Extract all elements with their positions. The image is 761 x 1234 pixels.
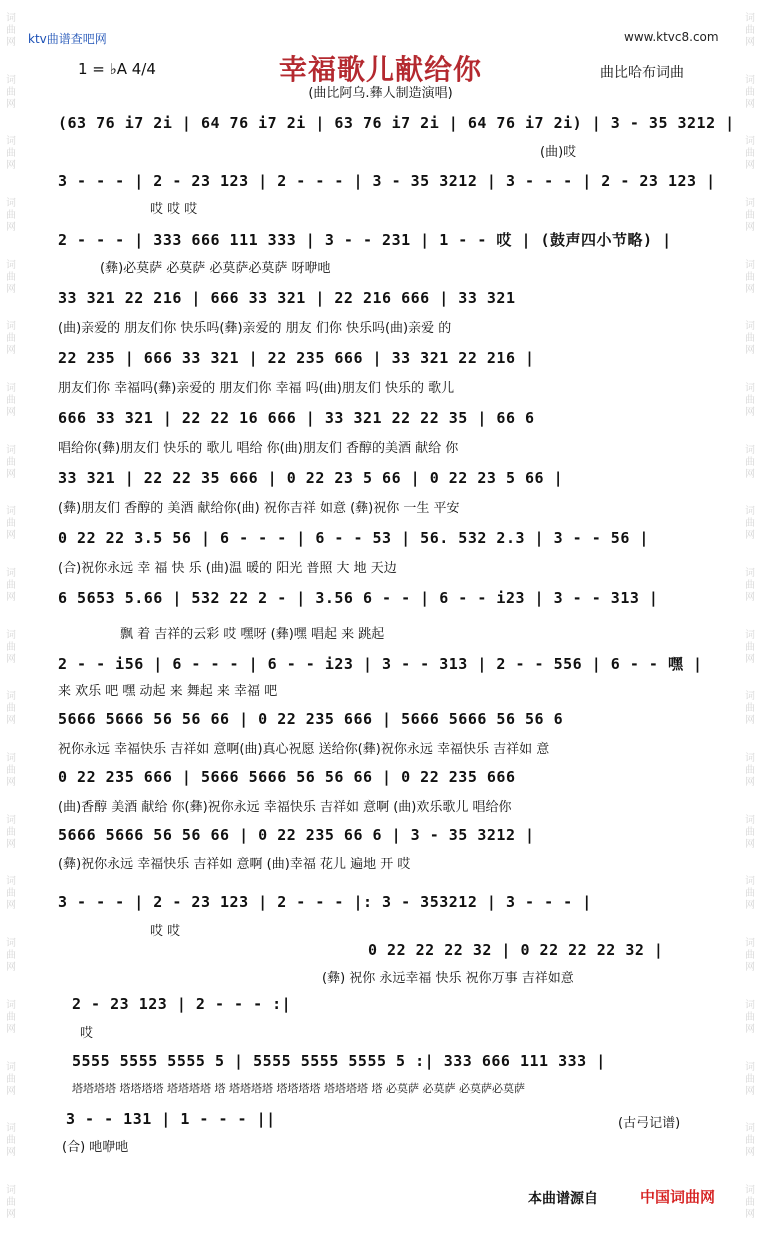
watermark-group xyxy=(6,1123,16,1159)
watermark-char: 曲 xyxy=(6,1011,16,1023)
watermark-char: 词 xyxy=(745,691,755,703)
watermark-char: 网 xyxy=(745,777,755,789)
watermark-char: 网 xyxy=(6,1147,16,1159)
watermark-char: 网 xyxy=(745,98,755,110)
notation-line: 3 - - - | 2 - 23 123 | 2 - - - |: 3 - 353212 | 3 - - - | xyxy=(58,893,592,911)
watermark-char: 网 xyxy=(6,406,16,418)
watermark-char: 曲 xyxy=(6,641,16,653)
watermark-group xyxy=(6,260,16,296)
lyric-line: (彝)必莫萨 必莫萨 必莫萨必莫萨 呀咿吔 xyxy=(100,261,331,276)
watermark-char: 曲 xyxy=(6,333,16,345)
notation-line: 33 321 22 216 | 666 33 321 | 22 216 666 | 33 321 xyxy=(58,289,516,307)
watermark-group xyxy=(745,691,755,727)
watermark-char: 词 xyxy=(6,382,16,394)
watermark-char: 曲 xyxy=(745,1073,755,1085)
watermark-char: 词 xyxy=(745,1061,755,1073)
watermark-group xyxy=(6,753,16,789)
song-title: 幸福歌儿献给你 xyxy=(278,53,482,86)
watermark-char: 曲 xyxy=(745,580,755,592)
watermark-char: 网 xyxy=(6,36,16,48)
watermark-char: 词 xyxy=(745,938,755,950)
watermark-group xyxy=(745,876,755,912)
lyric-line: (彝)朋友们 香醇的 美酒 献给你(曲) 祝你吉祥 如意 (彝)祝你 一生 平安 xyxy=(58,501,460,516)
watermark-char: 网 xyxy=(745,715,755,727)
watermark-char: 网 xyxy=(745,468,755,480)
lyric-line: 祝你永远 幸福快乐 吉祥如 意啊(曲)真心祝愿 送给你(彝)祝你永远 幸福快乐 吉祥如 意 xyxy=(58,742,550,757)
watermark-char: 曲 xyxy=(6,394,16,406)
watermark-group xyxy=(6,321,16,357)
lyric-line: 塔塔塔塔 塔塔塔塔 塔塔塔塔 塔 塔塔塔塔 塔塔塔塔 塔塔塔塔 塔 必莫萨 必莫萨 必莫萨必莫萨 xyxy=(72,1082,525,1095)
watermark-char: 网 xyxy=(6,160,16,172)
watermark-group xyxy=(745,383,755,419)
watermark-char: 网 xyxy=(6,715,16,727)
watermark-char: 网 xyxy=(6,345,16,357)
lyric-line: 哎 xyxy=(80,1026,94,1041)
watermark-char: 曲 xyxy=(6,826,16,838)
watermark-char: 曲 xyxy=(745,765,755,777)
watermark-char: 词 xyxy=(745,506,755,518)
watermark-char: 词 xyxy=(6,1184,16,1196)
watermark-char: 曲 xyxy=(6,456,16,468)
watermark-char: 网 xyxy=(6,900,16,912)
watermark-char: 曲 xyxy=(6,1196,16,1208)
watermark-char: 词 xyxy=(745,568,755,580)
watermark-char: 词 xyxy=(6,259,16,271)
watermark-group xyxy=(745,630,755,666)
watermark-char: 曲 xyxy=(745,148,755,160)
notation-line: 0 22 22 22 32 | 0 22 22 22 32 | xyxy=(368,941,664,959)
watermark-group xyxy=(745,753,755,789)
watermark-char: 网 xyxy=(6,838,16,850)
watermark-char: 网 xyxy=(745,160,755,172)
watermark-char: 网 xyxy=(6,98,16,110)
notation-line: 3 - - 131 | 1 - - - || xyxy=(66,1110,276,1128)
watermark-char: 曲 xyxy=(6,1135,16,1147)
watermark-char: 网 xyxy=(745,283,755,295)
watermark-group xyxy=(745,445,755,481)
watermark-group xyxy=(6,876,16,912)
notation-line: 6 5653 5.66 | 532 22 2 - | 3.56 6 - - | 6 - - i23 | 3 - - 313 | xyxy=(58,589,659,607)
watermark-char: 网 xyxy=(6,1085,16,1097)
watermark-char: 网 xyxy=(745,592,755,604)
watermark-group xyxy=(6,691,16,727)
watermark-char: 曲 xyxy=(6,1073,16,1085)
watermark-char: 曲 xyxy=(6,888,16,900)
watermark-char: 曲 xyxy=(745,703,755,715)
watermark-group xyxy=(6,1062,16,1098)
watermark-char: 网 xyxy=(6,653,16,665)
watermark-group xyxy=(6,13,16,49)
lyric-line: 来 欢乐 吧 嘿 动起 来 舞起 来 幸福 吧 xyxy=(58,684,278,699)
lyric-line: (曲)哎 xyxy=(540,145,577,160)
watermark-char: 词 xyxy=(745,999,755,1011)
watermark-char: 曲 xyxy=(6,271,16,283)
watermark-char: 网 xyxy=(745,838,755,850)
watermark-char: 词 xyxy=(6,506,16,518)
key-signature: 1 = ♭A 4/4 xyxy=(78,60,156,78)
watermark-char: 曲 xyxy=(745,24,755,36)
watermark-char: 词 xyxy=(6,691,16,703)
watermark-char: 词 xyxy=(745,876,755,888)
watermark-char: 词 xyxy=(745,197,755,209)
watermark-char: 词 xyxy=(745,629,755,641)
watermark-char: 词 xyxy=(6,938,16,950)
watermark-char: 曲 xyxy=(6,765,16,777)
watermark-group xyxy=(745,13,755,49)
watermark-char: 网 xyxy=(745,36,755,48)
notation-line: 0 22 235 666 | 5666 5666 56 56 66 | 0 22 235 666 xyxy=(58,768,516,786)
watermark-char: 词 xyxy=(745,12,755,24)
notation-line: 33 321 | 22 22 35 666 | 0 22 23 5 66 | 0 22 23 5 66 | xyxy=(58,469,564,487)
lyric-line: 唱给你(彝)朋友们 快乐的 歌儿 唱给 你(曲)朋友们 香醇的美酒 献给 你 xyxy=(58,441,459,456)
watermark-char: 网 xyxy=(6,592,16,604)
watermark-char: 词 xyxy=(745,74,755,86)
watermark-char: 网 xyxy=(6,221,16,233)
watermark-group xyxy=(745,506,755,542)
site-url-right: www.ktvc8.com xyxy=(624,30,719,44)
watermark-char: 曲 xyxy=(6,518,16,530)
watermark-group xyxy=(6,630,16,666)
watermark-char: 词 xyxy=(6,876,16,888)
watermark-right-column xyxy=(739,0,761,1234)
watermark-char: 词 xyxy=(6,12,16,24)
watermark-char: 词 xyxy=(6,321,16,333)
watermark-char: 词 xyxy=(6,568,16,580)
watermark-char: 网 xyxy=(6,777,16,789)
watermark-char: 网 xyxy=(6,1023,16,1035)
notation-line: 3 - - - | 2 - 23 123 | 2 - - - | 3 - 35 3212 | 3 - - - | 2 - 23 123 | xyxy=(58,172,716,190)
notation-line: 666 33 321 | 22 22 16 666 | 33 321 22 22 35 | 66 6 xyxy=(58,409,535,427)
watermark-char: 词 xyxy=(745,753,755,765)
watermark-char: 词 xyxy=(6,814,16,826)
watermark-char: 曲 xyxy=(745,1196,755,1208)
watermark-char: 词 xyxy=(6,1123,16,1135)
watermark-char: 曲 xyxy=(6,86,16,98)
watermark-char: 词 xyxy=(745,136,755,148)
watermark-group xyxy=(745,260,755,296)
watermark-char: 网 xyxy=(745,1023,755,1035)
lyric-line: 朋友们你 幸福吗(彝)亲爱的 朋友们你 幸福 吗(曲)朋友们 快乐的 歌儿 xyxy=(58,381,455,396)
notation-line: 2 - - i56 | 6 - - - | 6 - - i23 | 3 - - 313 | 2 - - 556 | 6 - - 嘿 | xyxy=(58,655,703,673)
notation-line: 5666 5666 56 56 66 | 0 22 235 666 | 5666 5666 56 56 6 xyxy=(58,710,564,728)
watermark-char: 词 xyxy=(6,136,16,148)
watermark-char: 曲 xyxy=(745,394,755,406)
watermark-group xyxy=(745,938,755,974)
watermark-group xyxy=(745,568,755,604)
watermark-char: 网 xyxy=(6,283,16,295)
watermark-char: 曲 xyxy=(6,703,16,715)
watermark-char: 网 xyxy=(745,345,755,357)
watermark-char: 词 xyxy=(745,444,755,456)
watermark-left-column xyxy=(0,0,22,1234)
lyric-line: (曲)香醇 美酒 献给 你(彝)祝你永远 幸福快乐 吉祥如 意啊 (曲)欢乐歌儿 唱给你 xyxy=(58,800,512,815)
watermark-char: 网 xyxy=(6,962,16,974)
watermark-group xyxy=(745,321,755,357)
watermark-char: 曲 xyxy=(745,641,755,653)
watermark-group xyxy=(6,506,16,542)
watermark-char: 词 xyxy=(6,197,16,209)
watermark-group xyxy=(6,1185,16,1221)
watermark-char: 网 xyxy=(745,221,755,233)
watermark-char: 曲 xyxy=(745,456,755,468)
watermark-char: 词 xyxy=(6,1061,16,1073)
lyric-line: (彝) 祝你 永远幸福 快乐 祝你万事 吉祥如意 xyxy=(322,971,574,986)
watermark-char: 网 xyxy=(745,962,755,974)
watermark-char: 词 xyxy=(745,321,755,333)
watermark-char: 曲 xyxy=(6,950,16,962)
watermark-char: 网 xyxy=(745,653,755,665)
watermark-group xyxy=(745,136,755,172)
notation-line: 2 - 23 123 | 2 - - - :| xyxy=(72,995,292,1013)
watermark-group xyxy=(6,198,16,234)
watermark-char: 曲 xyxy=(6,209,16,221)
lyric-line: (曲)亲爱的 朋友们你 快乐吗(彝)亲爱的 朋友 们你 快乐吗(曲)亲爱 的 xyxy=(58,321,452,336)
watermark-char: 网 xyxy=(745,1208,755,1220)
watermark-char: 网 xyxy=(745,1147,755,1159)
watermark-char: 网 xyxy=(6,468,16,480)
watermark-char: 曲 xyxy=(745,1135,755,1147)
watermark-char: 曲 xyxy=(745,888,755,900)
watermark-char: 词 xyxy=(6,753,16,765)
watermark-char: 曲 xyxy=(745,1011,755,1023)
lyric-line: (合)祝你永远 幸 福 快 乐 (曲)温 暖的 阳光 普照 大 地 天边 xyxy=(58,561,397,576)
watermark-char: 网 xyxy=(745,900,755,912)
watermark-group xyxy=(6,136,16,172)
notation-line: (63 76 i7 2i | 64 76 i7 2i | 63 76 i7 2i | 64 76 i7 2i) | 3 - 35 3212 | xyxy=(58,114,735,132)
watermark-char: 词 xyxy=(6,444,16,456)
watermark-group xyxy=(745,1062,755,1098)
watermark-char: 曲 xyxy=(745,826,755,838)
watermark-char: 网 xyxy=(745,406,755,418)
source-brand: 中国词曲网 xyxy=(640,1188,716,1206)
lyric-line: 飘 着 吉祥的云彩 哎 嘿呀 (彝)嘿 唱起 来 跳起 xyxy=(120,627,385,642)
watermark-char: 词 xyxy=(745,259,755,271)
watermark-group xyxy=(745,198,755,234)
watermark-char: 词 xyxy=(745,814,755,826)
watermark-char: 曲 xyxy=(745,333,755,345)
watermark-group xyxy=(6,383,16,419)
watermark-char: 词 xyxy=(745,1184,755,1196)
notation-line: 5666 5666 56 56 66 | 0 22 235 66 6 | 3 - 35 3212 | xyxy=(58,826,535,844)
watermark-char: 曲 xyxy=(6,24,16,36)
watermark-group xyxy=(6,1000,16,1036)
lyric-line: (彝)祝你永远 幸福快乐 吉祥如 意啊 (曲)幸福 花儿 遍地 开 哎 xyxy=(58,857,411,872)
watermark-char: 曲 xyxy=(745,86,755,98)
watermark-char: 网 xyxy=(6,530,16,542)
watermark-char: 曲 xyxy=(745,518,755,530)
watermark-group xyxy=(745,1000,755,1036)
notation-line: 5555 5555 5555 5 | 5555 5555 5555 5 :| 333 666 111 333 | xyxy=(72,1052,606,1070)
watermark-char: 曲 xyxy=(745,271,755,283)
watermark-char: 词 xyxy=(745,382,755,394)
watermark-char: 曲 xyxy=(6,580,16,592)
site-name-left: ktv曲谱查吧网 xyxy=(28,32,107,46)
watermark-char: 词 xyxy=(6,629,16,641)
notation-line: 0 22 22 3.5 56 | 6 - - - | 6 - - 53 | 56. 532 2.3 | 3 - - 56 | xyxy=(58,529,649,547)
watermark-char: 词 xyxy=(6,999,16,1011)
watermark-char: 曲 xyxy=(745,950,755,962)
watermark-char: 词 xyxy=(745,1123,755,1135)
watermark-char: 网 xyxy=(6,1208,16,1220)
watermark-group xyxy=(745,815,755,851)
watermark-char: 曲 xyxy=(745,209,755,221)
notation-line: 22 235 | 666 33 321 | 22 235 666 | 33 321 22 216 | xyxy=(58,349,535,367)
watermark-char: 网 xyxy=(745,530,755,542)
watermark-group xyxy=(6,938,16,974)
performers-credit: (曲比阿乌.彝人制造演唱) xyxy=(308,86,453,101)
source-label: 本曲谱源自 xyxy=(528,1191,598,1207)
watermark-group xyxy=(6,815,16,851)
transcriber-note: (古弓记谱) xyxy=(618,1116,681,1131)
watermark-char: 曲 xyxy=(6,148,16,160)
watermark-char: 词 xyxy=(6,74,16,86)
watermark-group xyxy=(745,1185,755,1221)
notation-line: 2 - - - | 333 666 111 333 | 3 - - 231 | 1 - - 哎 | (鼓声四小节略) | xyxy=(58,231,672,249)
lyric-line: 哎 哎 xyxy=(150,924,181,939)
watermark-group xyxy=(6,568,16,604)
lyric-line: (合) 吔咿吔 xyxy=(62,1140,129,1155)
watermark-group xyxy=(745,1123,755,1159)
composer-credit: 曲比哈布词曲 xyxy=(600,65,684,81)
watermark-group xyxy=(6,445,16,481)
watermark-char: 网 xyxy=(745,1085,755,1097)
lyric-line: 哎 哎 哎 xyxy=(150,202,198,217)
